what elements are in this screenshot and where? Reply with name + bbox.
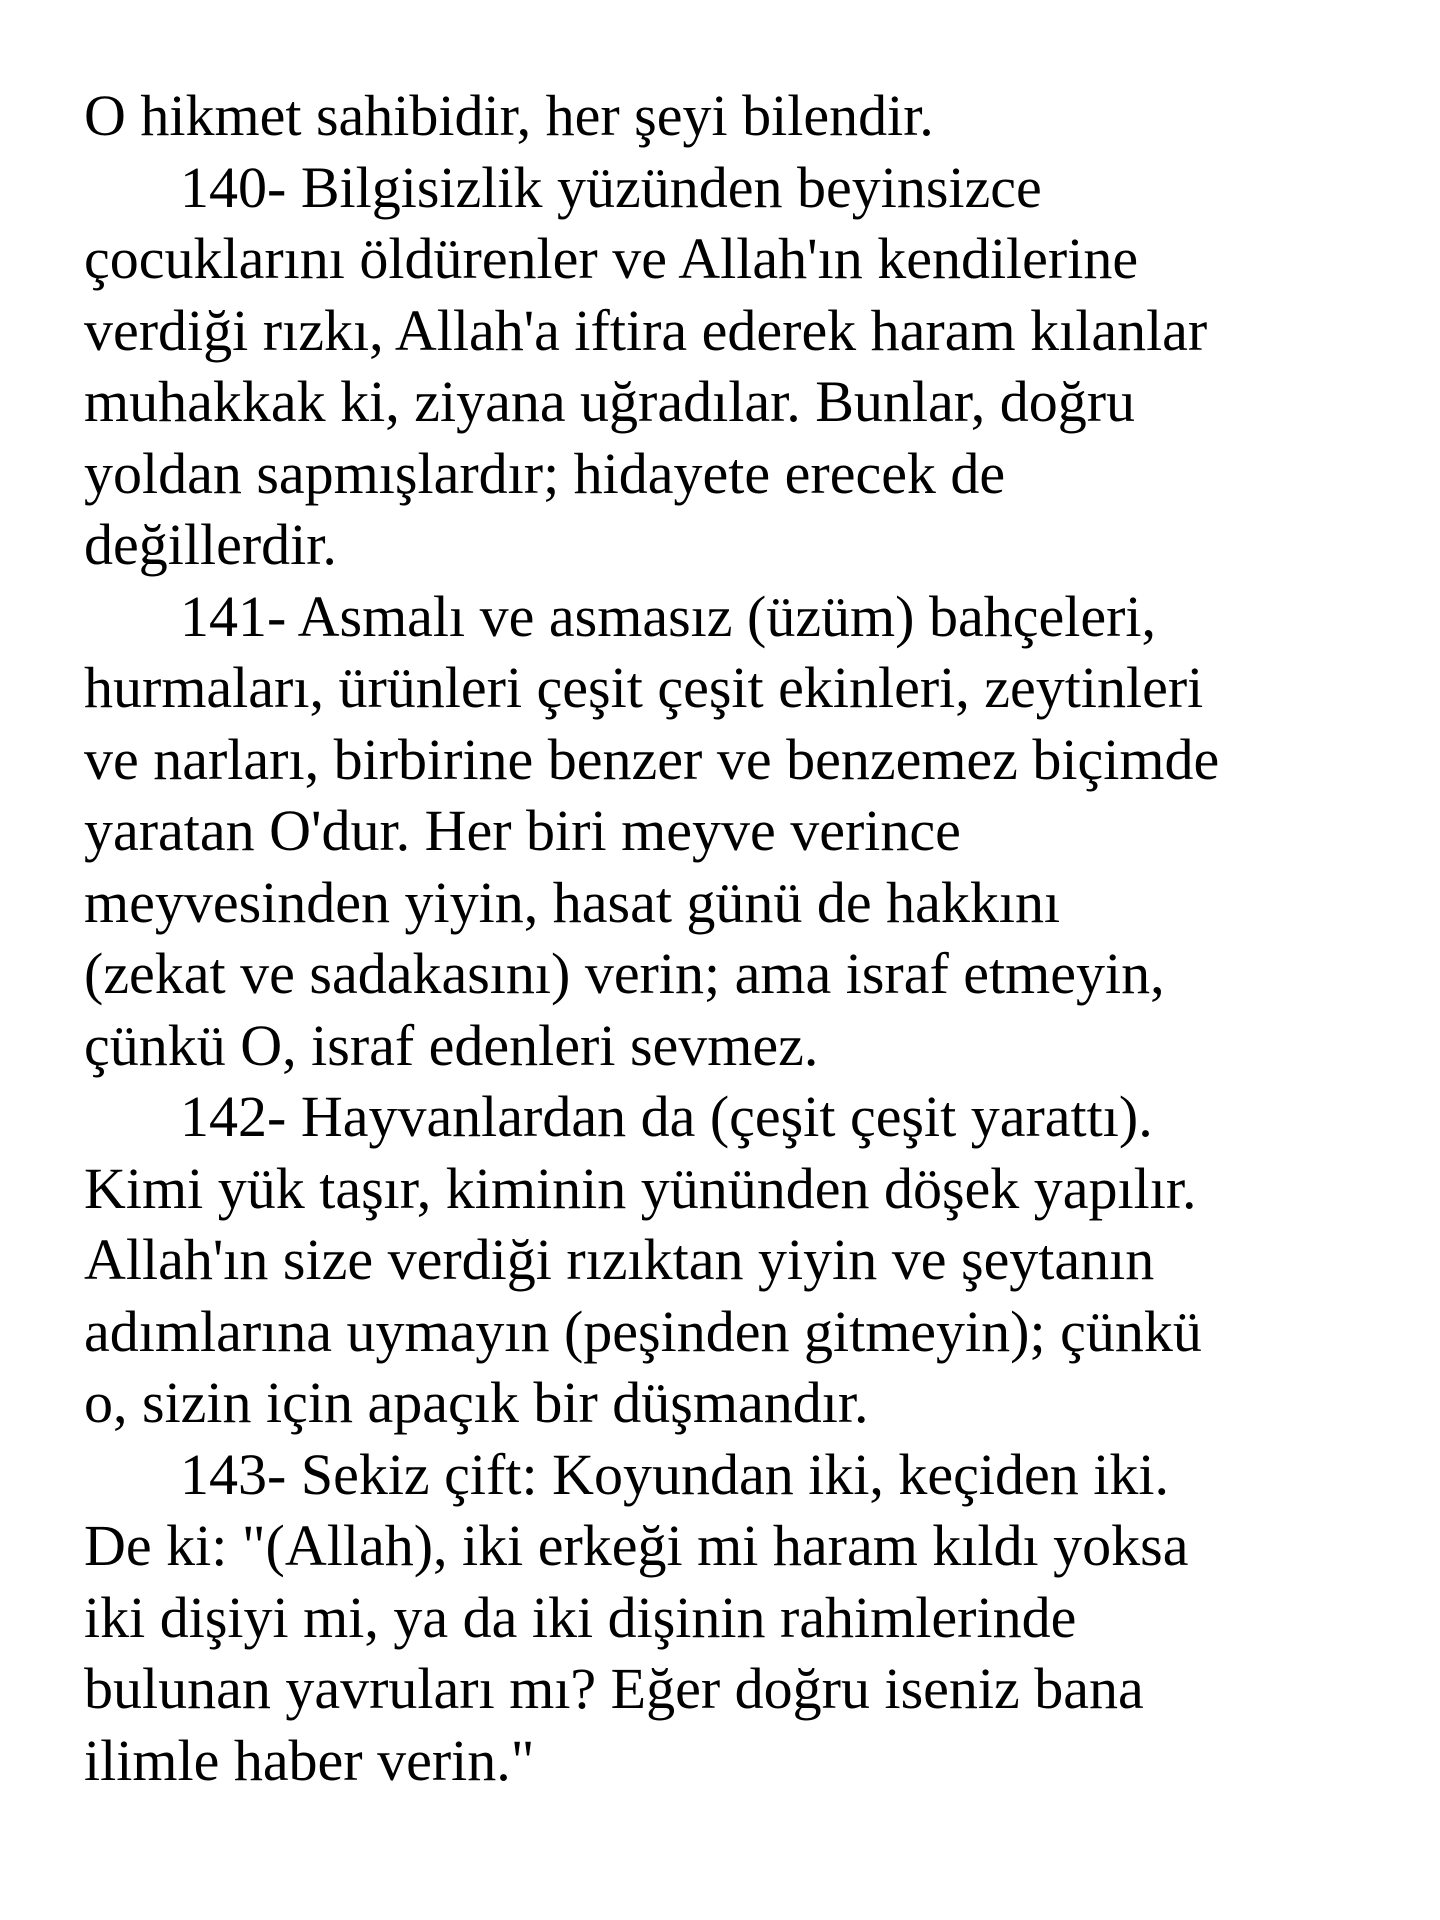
- text-line: O hikmet sahibidir, her şeyi bilendir.: [84, 83, 934, 148]
- text-line: De ki: "(Allah), iki erkeği mi haram kıldı yoksa: [84, 1513, 1189, 1578]
- text-line: (zekat ve sadakasını) verin; ama israf etmeyin,: [84, 941, 1165, 1006]
- text-line: muhakkak ki, ziyana uğradılar. Bunlar, doğru: [84, 369, 1136, 434]
- text-line: yaratan O'dur. Her biri meyve verince: [84, 798, 961, 863]
- verse-142-start-line: 142- Hayvanlardan da (çeşit çeşit yarattı).: [180, 1084, 1153, 1149]
- verse-143-start-line: 143- Sekiz çift: Koyundan iki, keçiden iki.: [180, 1441, 1170, 1507]
- text-line: adımlarına uymayın (peşinden gitmeyin); çünkü: [84, 1298, 1202, 1364]
- text-line: verdiği rızkı, Allah'a iftira ederek haram kılanlar: [84, 297, 1208, 363]
- text-line: ve narları, birbirine benzer ve benzemez biçimde: [84, 726, 1220, 792]
- text-line: Allah'ın size verdiği rızıktan yiyin ve şeytanın: [84, 1227, 1155, 1292]
- text-line: değillerdir.: [84, 512, 337, 577]
- verse-141-start-line: 141- Asmalı ve asmasız (üzüm) bahçeleri,: [180, 583, 1157, 649]
- text-line: çocuklarını öldürenler ve Allah'ın kendilerine: [84, 226, 1139, 291]
- text-line: yoldan sapmışlardır; hidayete erecek de: [84, 440, 1006, 506]
- text-line: Kimi yük taşır, kiminin yününden döşek yapılır.: [84, 1155, 1197, 1221]
- verse-140-start-line: 140- Bilgisizlik yüzünden beyinsizce: [180, 154, 1042, 220]
- text-line: çünkü O, israf edenleri sevmez.: [84, 1012, 819, 1078]
- text-line: hurmaları, ürünleri çeşit çeşit ekinleri, zeytinleri: [84, 655, 1204, 720]
- text-line: ilimle haber verin.": [84, 1727, 535, 1793]
- text-line: iki dişiyi mi, ya da iki dişinin rahimlerinde: [84, 1584, 1077, 1650]
- text-line: o, sizin için apaçık bir düşmandır.: [84, 1370, 869, 1435]
- text-line: bulunan yavruları mı? Eğer doğru iseniz bana: [84, 1656, 1144, 1721]
- text-line: meyvesinden yiyin, hasat günü de hakkını: [84, 869, 1061, 935]
- verse-text-block: [84, 80, 1424, 1796]
